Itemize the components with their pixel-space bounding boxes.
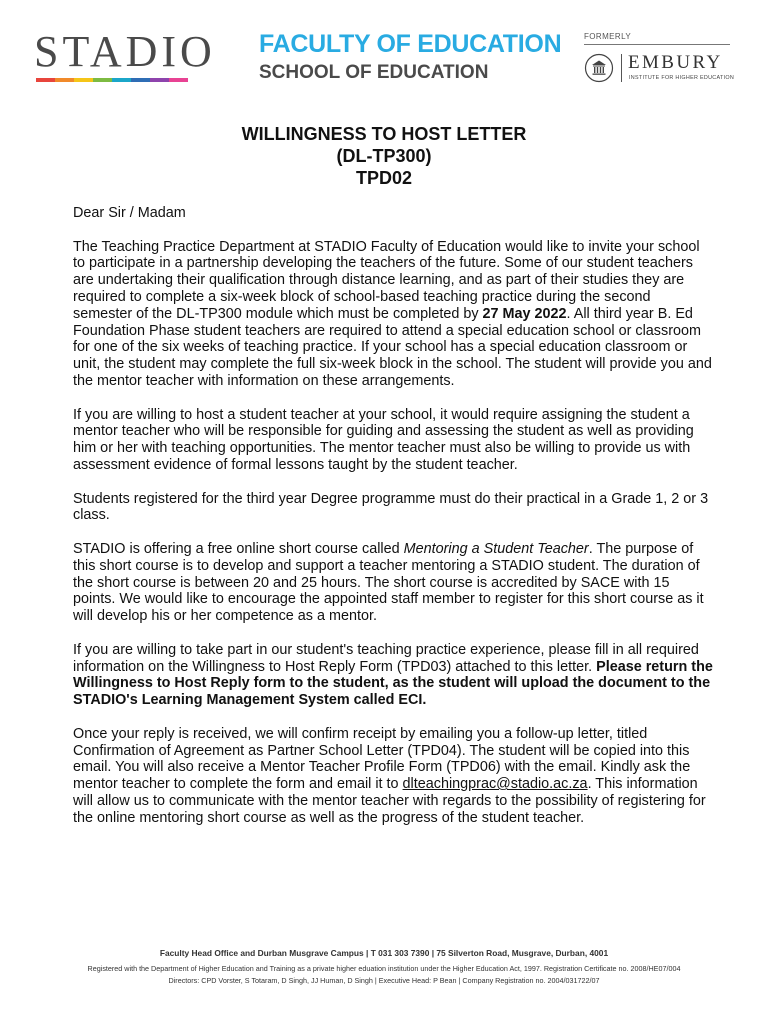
paragraph-1-text-b: . All third year B. Ed Foundation Phase student teachers are required to attend a special education school or classroom for one of the six weeks of teaching practice. If your school has a special education classroom or unit, the student may complete the full six-week block in the school. The student will provide you and the mentor teacher with information on these arrangements. bbox=[73, 305, 712, 389]
stripe-segment bbox=[36, 78, 55, 82]
embury-building-icon bbox=[584, 53, 614, 83]
embury-logo-text: EMBURY bbox=[628, 52, 723, 73]
deadline-date: 27 May 2022 bbox=[482, 305, 567, 322]
stripe-segment bbox=[55, 78, 74, 82]
stripe-segment bbox=[112, 78, 131, 82]
stripe-segment bbox=[150, 78, 169, 82]
faculty-name: FACULTY OF EDUCATION bbox=[259, 30, 562, 58]
paragraph-2: If you are willing to host a student teacher at your school, it would require assigning the student a mentor teacher who will be responsible for guiding and assessing the student as well as providing him or her with teaching opportunities. The mentor teacher must also be willing to provide us with assessment evidence of formal lessons taught by the student teacher. bbox=[73, 406, 694, 473]
paragraph-1-text-a: The Teaching Practice Department at STADIO Faculty of Education would like to invite your school to participate in a partnership developing the teachers of the future. Some of our student teachers are undertaking their qualification through distance learning, and as part of their studies they are required to complete a six-week block of school-based teaching practice during the second semester of the DL-TP300 module which must be completed by bbox=[73, 238, 700, 322]
school-name: SCHOOL OF EDUCATION bbox=[259, 62, 489, 83]
stadio-logo bbox=[34, 27, 216, 82]
footer-registration: Registered with the Department of Higher Education and Training as a private higher eduation institution under the Higher Education Act, 1997. Registration Certificate no. 2008/HE07/004 bbox=[87, 964, 681, 973]
formerly-divider bbox=[584, 44, 730, 45]
paragraph-6-text-b: . This information will allow us to communicate with the mentor teacher with regards to the possibility of registering for the online mentoring short course as well as the progress of the student teacher. bbox=[73, 776, 706, 826]
paragraph-3: Students registered for the third year Degree programme must do their practical in a Grade 1, 2 or 3 class. bbox=[73, 490, 709, 524]
footer-address: Faculty Head Office and Durban Musgrave Campus | T 031 303 7390 | 75 Silverton Road, Musgrave, Durban, 4001 bbox=[159, 948, 609, 958]
title-line-2: (DL-TP300) bbox=[336, 146, 432, 166]
salutation: Dear Sir / Madam bbox=[73, 205, 186, 221]
stadio-logo-text: STADIO bbox=[34, 27, 216, 76]
paragraph-5-text-a: If you are willing to take part in our student's teaching practice experience, please fill in all required information on the Willingness to Host Reply Form (TPD03) attached to this letter. bbox=[73, 641, 699, 675]
paragraph-6-text-a: Once your reply is received, we will confirm receipt by emailing you a follow-up letter, titled Confirmation of Agreement as Partner School Letter (TPD04). The student will be copied into this email. You will also receive a Mentor Teacher Profile Form (TPD06) with the email. Kindly ask the mentor teacher to complete the form and email it to bbox=[73, 725, 691, 793]
embury-divider bbox=[621, 54, 622, 82]
paragraph-4 bbox=[73, 541, 713, 625]
paragraph-5 bbox=[73, 642, 713, 709]
letter-body bbox=[73, 205, 713, 826]
stripe-segment bbox=[93, 78, 112, 82]
stripe-segment bbox=[74, 78, 93, 82]
embury-subtitle: INSTITUTE FOR HIGHER EDUCATION bbox=[629, 75, 735, 81]
stadio-color-stripe bbox=[36, 78, 188, 82]
paragraph-4-text-a: STADIO is offering a free online short course called bbox=[73, 540, 404, 557]
paragraph-4-text-b: . The purpose of this short course is to develop and support a teacher mentoring a STADIO student. The duration of the short course is between 20 and 25 hours. The short course is accredited by SACE with 15 points. We would like to encourage the appointed staff member to register for this short course as it will develop his or her competence as a mentor. bbox=[73, 540, 704, 625]
footer-directors: Directors: CPD Vorster, S Totaram, D Singh, JJ Human, D Singh | Executive Head: P Bean | Company Registration no. 2004/031722/07 bbox=[168, 976, 600, 985]
letter-title bbox=[0, 123, 768, 189]
paragraph-1 bbox=[73, 239, 713, 390]
contact-email-link[interactable]: dlteachingprac@stadio.ac.za bbox=[402, 776, 588, 793]
title-line-3: TPD02 bbox=[355, 168, 413, 188]
title-line-1: WILLINGNESS TO HOST LETTER bbox=[241, 124, 527, 144]
stripe-segment bbox=[131, 78, 150, 82]
course-name: Mentoring a Student Teacher bbox=[403, 540, 589, 557]
paragraph-6 bbox=[73, 726, 713, 827]
stripe-segment bbox=[169, 78, 188, 82]
page-footer bbox=[0, 946, 768, 987]
letterhead bbox=[0, 0, 768, 100]
formerly-label: FORMERLY bbox=[584, 32, 632, 41]
return-instruction: Please return the Willingness to Host Reply form to the student, as the student will upload the document to the STADIO's Learning Management System called ECI. bbox=[73, 658, 713, 709]
